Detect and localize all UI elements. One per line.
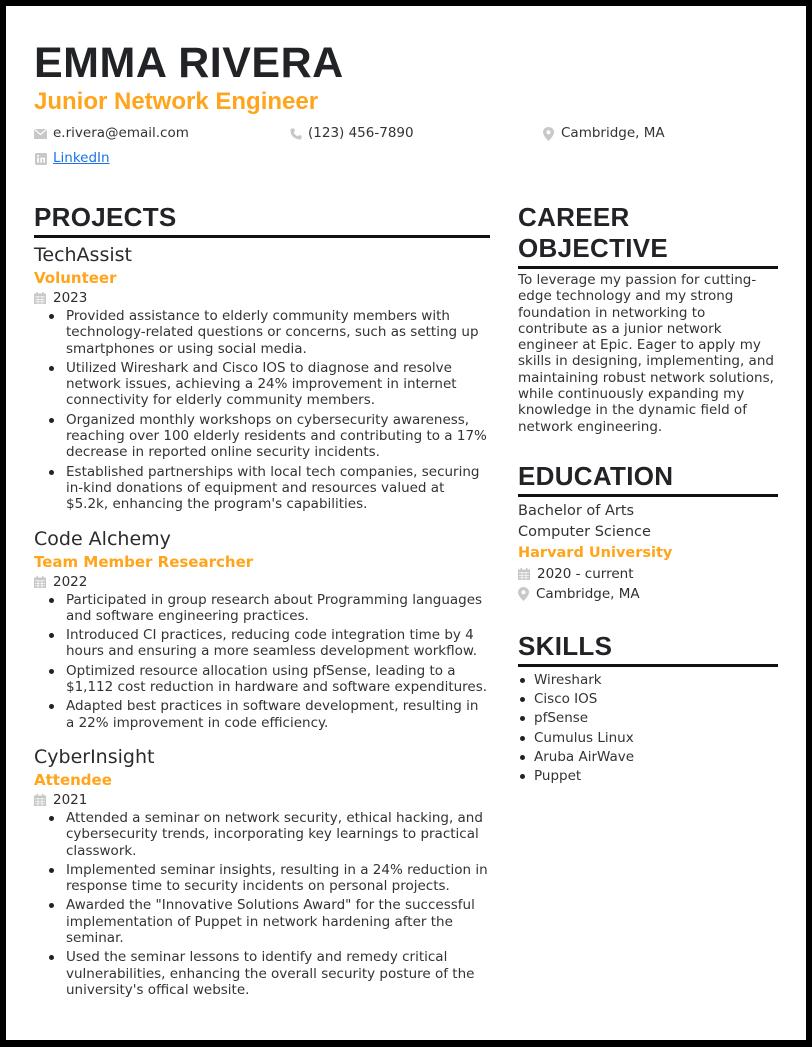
- bullet: Utilized Wireshark and Cisco IOS to diagnose and resolve network issues, achieving a 24% improvement in internet connectivity for elderly community members.: [43, 360, 490, 409]
- skills-heading: SKILLS: [518, 630, 613, 661]
- contact-phone: [289, 127, 414, 141]
- job-title: Junior Network Engineer: [34, 88, 319, 115]
- bullet: Used the seminar lessons to identify and remedy critical vulnerabilities, enhancing the overall security posture of the university's offical website.: [43, 949, 490, 998]
- map-pin-icon: [518, 587, 529, 601]
- projects-section: [34, 202, 490, 1012]
- bullet: Implemented seminar insights, resulting in a 24% reduction in response time to security incidents on personal projects.: [43, 862, 490, 895]
- degree: Bachelor of Arts: [518, 502, 635, 519]
- project-role: Volunteer: [34, 269, 117, 287]
- bullet: Participated in group research about Programming languages and software engineering practices.: [43, 592, 490, 625]
- bullet: Established partnerships with local tech companies, securing in-kind donations of equipment and resources valued at $5.2k, enhancing the program's capabilities.: [43, 464, 490, 513]
- section-divider: [518, 494, 778, 497]
- phone-text: (123) 456-7890: [308, 125, 414, 141]
- objective-text: To leverage my passion for cutting-edge technology and my strong foundation in networking to contribute as a junior network engineer at Epic. Eager to apply my skills in designing, implementing, and maintaining robust network solutions, while continuously expanding my knowledge in the dynamic field of network engineering.: [518, 272, 774, 435]
- education-section: [518, 461, 778, 603]
- project-date: 2022: [34, 573, 490, 591]
- project-role: Attendee: [34, 770, 112, 789]
- linkedin-link[interactable]: LinkedIn: [53, 150, 110, 166]
- project-item: [34, 527, 490, 731]
- email-text: e.rivera@email.com: [53, 125, 189, 141]
- skill-item: Cisco IOS: [518, 690, 778, 709]
- bullet: Provided assistance to elderly community members with technology-related questions or concerns, such as setting up smartphones or using social media.: [43, 308, 490, 357]
- bullet: Optimized resource allocation using pfSense, leading to a $1,112 cost reduction in hardware and software expenditures.: [43, 663, 490, 696]
- field-of-study: Computer Science: [518, 523, 651, 540]
- contact-location: [542, 127, 665, 141]
- section-divider: [518, 266, 778, 269]
- education-heading: EDUCATION: [518, 460, 674, 491]
- project-date: 2023: [34, 289, 490, 307]
- contact-linkedin: [34, 152, 110, 166]
- location-text: Cambridge, MA: [561, 125, 665, 141]
- phone-icon: [289, 127, 302, 140]
- career-objective-section: [518, 202, 778, 435]
- calendar-icon: [518, 568, 530, 580]
- education-dates: 2020 - current: [518, 565, 778, 583]
- section-divider: [518, 664, 778, 667]
- objective-heading-line2: OBJECTIVE: [518, 233, 669, 263]
- skill-item: pfSense: [518, 709, 778, 728]
- bullet: Adapted best practices in software development, resulting in a 22% improvement in code efficiency.: [43, 698, 490, 731]
- contact-email: [34, 127, 189, 141]
- project-role: Team Member Researcher: [34, 552, 254, 571]
- skills-list: [518, 671, 778, 786]
- project-name: CyberInsight: [34, 745, 155, 768]
- project-bullets: [43, 810, 490, 998]
- education-location: Cambridge, MA: [518, 585, 778, 603]
- skill-item: Cumulus Linux: [518, 729, 778, 748]
- bullet: Attended a seminar on network security, ethical hacking, and cybersecurity trends, incorporating key learnings to practical classwork.: [43, 810, 490, 859]
- skill-item: Wireshark: [518, 671, 778, 690]
- bullet: Awarded the "Innovative Solutions Award" for the successful implementation of Puppet in network hardening after the seminar.: [43, 897, 490, 946]
- section-divider: [34, 235, 490, 238]
- project-bullets: [43, 592, 490, 731]
- bullet: Introduced CI practices, reducing code integration time by 4 hours and ensuring a more seamless development workflow.: [43, 627, 490, 660]
- bullet: Organized monthly workshops on cybersecurity awareness, reaching over 100 elderly residents and contributing to a 17% decrease in reported online security incidents.: [43, 412, 490, 461]
- calendar-icon: [34, 292, 46, 304]
- project-name: TechAssist: [34, 244, 132, 266]
- envelope-icon: [34, 127, 47, 140]
- linkedin-icon: [34, 152, 47, 165]
- projects-heading: PROJECTS: [34, 202, 177, 232]
- school-name: Harvard University: [518, 544, 673, 561]
- project-date: 2021: [34, 791, 490, 809]
- resume-page: [6, 6, 806, 1040]
- objective-heading-line1: CAREER: [518, 202, 630, 232]
- project-name: Code Alchemy: [34, 527, 171, 550]
- sidebar-column: [518, 202, 778, 786]
- calendar-icon: [34, 576, 46, 588]
- project-bullets: [43, 308, 490, 513]
- project-item: [34, 243, 490, 513]
- skill-item: Aruba AirWave: [518, 748, 778, 767]
- skills-section: [518, 631, 778, 786]
- candidate-name: EMMA RIVERA: [34, 39, 344, 87]
- calendar-icon: [34, 794, 46, 806]
- skill-item: Puppet: [518, 767, 778, 786]
- map-pin-icon: [542, 127, 555, 140]
- project-item: [34, 745, 490, 998]
